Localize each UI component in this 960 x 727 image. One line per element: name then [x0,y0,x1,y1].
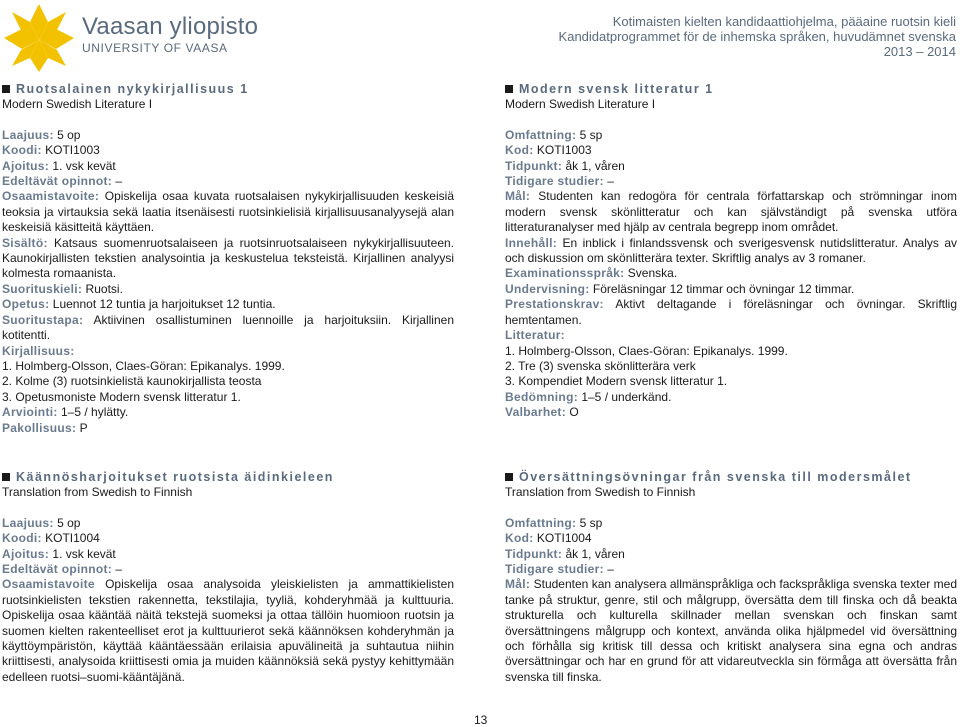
completion-row: Suoritustapa: Aktiivinen osallistuminen luennoille ja harjoituksiin. Kirjallinen kotitentti. [2,312,454,343]
grading-row: Arviointi: 1–5 / hylätty. [2,405,129,420]
timing-row: Tidpunkt: åk 1, våren [505,546,625,561]
language-row: Suorituskieli: Ruotsi. [2,281,123,296]
literature-label: Kirjallisuus: [2,343,75,358]
course-title: Ruotsalainen nykykirjallisuus 1 [2,82,454,97]
code-row: Koodi: KOTI1003 [2,143,100,158]
objective-row: Mål: Studenten kan analysera allmänspråkliga och fackspråkliga svenska texter med tanke på struktur, genre, stil och målgrupp, översätta dem till finska och då beakta strukturella och kulturella skillnader mellan svenskan och finskan samt översättningens målgrupp och kontext, använda olika hjälpmedel vid översättning och förhålla sig kritisk till dessa och kritiskt analysera sina egna och andras översättningar och har en grund för att vidareutveckla sin förmåga att översätta från svenska till finska. [505,577,957,684]
objective-row: Osaamistavoite Opiskelija osaa analysoida yleiskielisten ja ammattikielisten ruotsinkielisten tekstien rakennetta, tekstilajia, tyyliä, kohderyhmää ja kulttuuria. Opiskelija osaa kääntää näitä tekstejä suomeksi ja ottaa tällöin huomioon ruotsin ja suomen kielten rakenteelliset erot ja kulttuurierot sekä käännöksen kohderyhmän ja käyttöympäristön, käyttää kääntäessään erilaisia apuvälineitä ja suhtautua niihin kriittisesti, analysoida kriittisesti omia ja muiden käännöksiä sekä pystyy kehittymään edelleen ruotsi–suomi-kääntäjänä. [2,577,454,684]
literature-item-2: 2. Tre (3) svenska skönlitterära verk [505,358,696,373]
course-title: Översättningsövningar från svenska till modersmålet [505,470,957,485]
course-subtitle: Modern Swedish Literature I [2,97,153,112]
literature-item-1: 1. Holmberg-Olsson, Claes-Göran: Epikanalys. 1999. [2,358,285,373]
program-swedish: Kandidatprogrammet för de inhemska språken, huvudämnet svenska [558,29,956,44]
teaching-row: Undervisning: Föreläsningar 12 timmar och övningar 12 timmar. [505,281,855,296]
brand-subtitle: UNIVERSITY OF VAASA [82,41,228,55]
language-row: Examinationsspråk: Svenska. [505,266,678,281]
credits-row: Laajuus: 5 op [2,515,81,530]
timing-row: Ajoitus: 1. vsk kevät [2,158,116,173]
literature-item-1: 1. Holmberg-Olsson, Claes-Göran: Epikanalys. 1999. [505,343,788,358]
course-title: Modern svensk litteratur 1 [505,82,957,97]
prerequisites-row: Edeltävät opinnot: – [2,562,123,577]
brand [82,14,258,56]
code-row: Kod: KOTI1003 [505,143,592,158]
literature-item-3: 3. Opetusmoniste Modern svensk litteratur 1. [2,389,241,404]
course-subtitle: Modern Swedish Literature I [505,97,656,112]
objective-row: Mål: Studenten kan redogöra för centrala författarskap och strömningar inom modern svensk skönlitteratur och kan självständigt på svenska utföra litteraturanalyser med hjälp av centrala begrepp inom området. [505,189,957,235]
academic-years: 2013 – 2014 [883,44,956,59]
course-block-fi-1003 [2,82,454,436]
page-header [0,0,960,75]
university-logo-icon [2,2,76,72]
credits-row: Omfattning: 5 sp [505,127,603,142]
bullet-square-icon [505,85,513,93]
course-block-fi-1004 [2,470,454,685]
credits-row: Laajuus: 5 op [2,127,81,142]
content-row: Sisältö: Katsaus suomenruotsalaiseen ja ruotsinruotsalaiseen nykykirjallisuuteen. Kaunokirjallisten tekstien analysointia ja keskustelua teksteistä. Kirjallinen analyysi kolmesta romaanista. [2,235,454,281]
course-block-sv-1003 [505,82,957,421]
prerequisites-row: Tidigare studier: – [505,174,614,189]
grading-row: Bedömning: 1–5 / underkänd. [505,389,672,404]
content-row: Innehåll: En inblick i finlandssvensk och sverigesvensk nutidslitteratur. Analys av och diskussion om skönlitterära texter. Skriftlig analys av 3 romaner. [505,235,957,266]
code-row: Koodi: KOTI1004 [2,531,100,546]
mandatory-row: Pakollisuus: P [2,420,88,435]
bullet-square-icon [2,473,10,481]
code-row: Kod: KOTI1004 [505,531,592,546]
prerequisites-row: Tidigare studier: – [505,562,614,577]
timing-row: Ajoitus: 1. vsk kevät [2,546,116,561]
literature-item-3: 3. Kompendiet Modern svensk litteratur 1. [505,374,728,389]
bullet-square-icon [2,85,10,93]
completion-row: Prestationskrav: Aktivt deltagande i föreläsningar och övningar. Skriftlig hemtentamen. [505,297,957,327]
mandatory-row: Valbarhet: O [505,405,579,420]
timing-row: Tidpunkt: åk 1, våren [505,158,625,173]
literature-label: Litteratur: [505,328,565,343]
course-subtitle: Translation from Swedish to Finnish [2,485,193,500]
objective-row: Osaamistavoite: Opiskelija osaa kuvata ruotsalaisen nykykirjallisuuden keskeisiä teoksia ja virtauksia sekä laatia itsenäisesti ruotsinkielisiä kirjallisuusanalyysejä alan keskeisiä käsitteitä käyttäen. [2,189,454,235]
course-block-sv-1004 [505,470,957,685]
page-number: 13 [474,713,488,727]
program-info [559,14,956,59]
literature-item-2: 2. Kolme (3) ruotsinkielistä kaunokirjallista teosta [2,374,262,389]
brand-name: Vaasan yliopisto [82,13,259,40]
prerequisites-row: Edeltävät opinnot: – [2,174,123,189]
program-finnish: Kotimaisten kielten kandidaattiohjelma, pääaine ruotsin kieli [612,14,956,29]
credits-row: Omfattning: 5 sp [505,515,603,530]
course-subtitle: Translation from Swedish to Finnish [505,485,696,500]
bullet-square-icon [505,473,513,481]
course-title: Käännösharjoitukset ruotsista äidinkieleen [2,470,454,485]
teaching-row: Opetus: Luennot 12 tuntia ja harjoitukset 12 tuntia. [2,297,276,312]
